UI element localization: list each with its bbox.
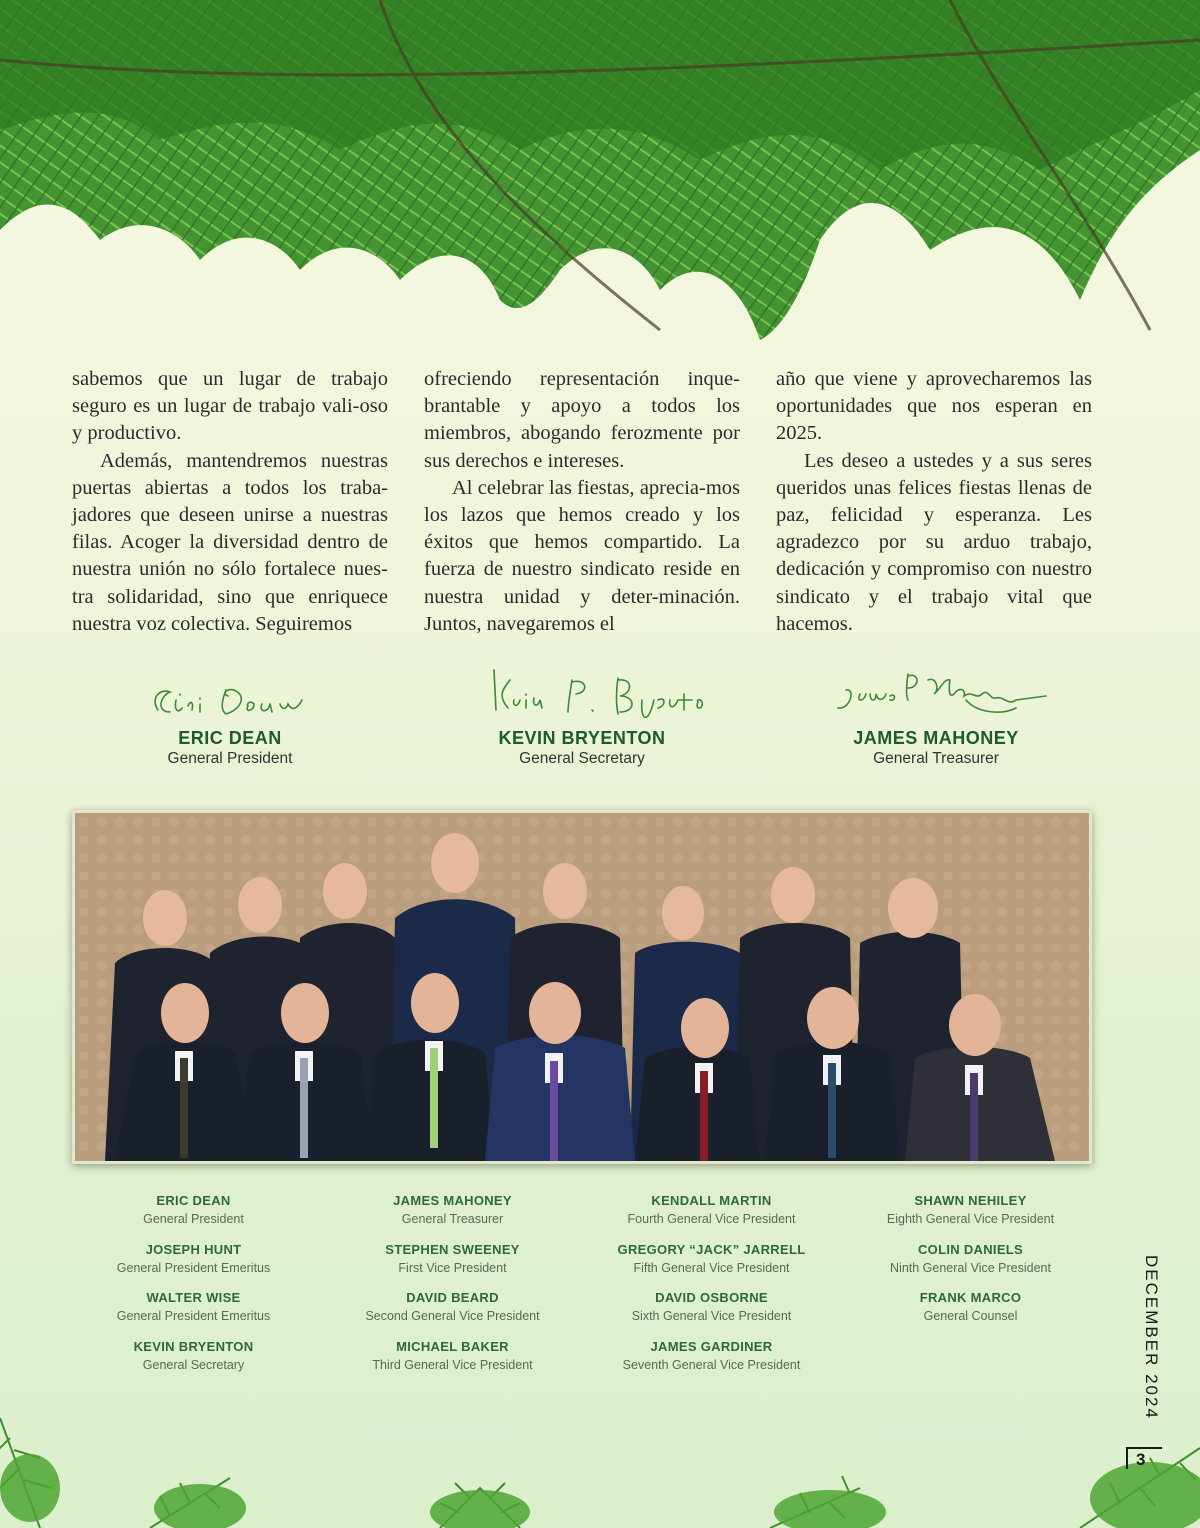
group-photo-illustration (75, 813, 1089, 1161)
roster-title: First Vice President (398, 1260, 507, 1275)
signature-block-treasurer (776, 660, 1096, 768)
signature-james-mahoney (816, 660, 1056, 732)
roster-title: Second General Vice President (365, 1309, 540, 1323)
roster-entry (841, 1289, 1100, 1338)
group-photo (72, 810, 1092, 1164)
signature-eric-dean (130, 660, 330, 732)
roster-title: Fifth General Vice President (633, 1260, 790, 1275)
roster-title: General Treasurer (401, 1212, 504, 1226)
roster-entry (841, 1192, 1100, 1241)
roster-name: KENDALL MARTIN (651, 1193, 772, 1208)
officer-roster (64, 1192, 1100, 1386)
roster-column (841, 1192, 1100, 1386)
roster-title: Sixth General Vice President (631, 1309, 792, 1323)
roster-name: GREGORY “JACK” JARRELL (617, 1241, 806, 1257)
roster-title: Fourth General Vice President (627, 1212, 796, 1226)
roster-title: Third General Vice President (372, 1357, 533, 1372)
letter-column-3 (776, 366, 1092, 638)
roster-entry (64, 1289, 323, 1338)
roster-name: KEVIN BRYENTON (133, 1338, 254, 1354)
roster-column (64, 1192, 323, 1386)
roster-name: DAVID OSBORNE (655, 1290, 768, 1305)
signatory-title: General Secretary (519, 750, 645, 767)
paragraph: Al celebrar las fiestas, aprecia-mos los lazos que hemos creado y los éxitos que hemos compartido. La fuerza de nuestro sindicato reside en nuestra unidad y deter-minación. Juntos, navegaremos el (424, 476, 740, 635)
page-number-rule (1126, 1447, 1128, 1469)
signatory-title: General Treasurer (873, 750, 999, 767)
roster-entry (582, 1192, 841, 1241)
roster-name: COLIN DANIELS (917, 1241, 1023, 1257)
signatory-name: KEVIN BRYENTON (498, 728, 666, 748)
roster-title: Ninth General Vice President (890, 1260, 1051, 1275)
page-number-rule (1128, 1447, 1162, 1449)
roster-entry (582, 1289, 841, 1338)
paragraph: Además, mantendremos nuestras puertas abiertas a todos los traba-jadores que deseen unirse a nuestras filas. Acoger la diversidad dentro de nuestra unión no sólo fortalece nues-tra solidaridad, sino que enriquece nuestra voz colectiva. Seguiremos (72, 449, 388, 635)
letter-column-2 (424, 366, 740, 638)
roster-column (582, 1192, 841, 1386)
roster-name: JAMES GARDINER (650, 1338, 773, 1354)
roster-title: Seventh General Vice President (622, 1357, 801, 1372)
roster-name: ERIC DEAN (156, 1193, 231, 1208)
signatory-title: General President (167, 750, 293, 767)
roster-entry (64, 1241, 323, 1290)
roster-entry (64, 1338, 323, 1387)
roster-entry (841, 1241, 1100, 1290)
paragraph: ofreciendo representación inque-brantable y apoyo a todos los miembros, abogando ferozmente por sus derechos e intereses. (424, 368, 740, 472)
roster-title: Eighth General Vice President (886, 1212, 1055, 1226)
roster-entry (582, 1241, 841, 1290)
letter-body (72, 366, 1092, 638)
signatory-name: JAMES MAHONEY (853, 728, 1019, 748)
roster-title: General President (143, 1212, 244, 1226)
signatory-name: ERIC DEAN (178, 728, 282, 748)
roster-entry (64, 1192, 323, 1241)
roster-entry (582, 1338, 841, 1387)
page-number: 3 (1136, 1450, 1146, 1469)
paragraph: año que viene y aprovecharemos las oportunidades que nos esperan en 2025. (776, 368, 1092, 445)
roster-entry (323, 1192, 582, 1241)
pine-branches-bottom (0, 1388, 1200, 1528)
roster-name: JAMES MAHONEY (393, 1193, 512, 1208)
roster-entry (323, 1241, 582, 1290)
signature-block-president (70, 660, 390, 768)
roster-name: FRANK MARCO (919, 1290, 1022, 1305)
roster-name: WALTER WISE (146, 1290, 241, 1305)
letter-column-1 (72, 366, 388, 638)
roster-title: General President Emeritus (116, 1309, 271, 1323)
roster-title: General Counsel (923, 1309, 1018, 1323)
paragraph: Les deseo a ustedes y a sus seres queridos unas felices fiestas llenas de paz, felicidad y esperanza. Les agradezco por su arduo trabajo, dedicación y compromiso con nuestro sindicato y el trabajo vital que hacemos. (776, 449, 1092, 635)
issue-date: DECEMBER 2024 (1142, 1255, 1161, 1420)
signature-kevin-bryenton (452, 660, 712, 732)
roster-entry (323, 1289, 582, 1338)
roster-name: STEPHEN SWEENEY (385, 1241, 520, 1257)
pine-branches-top (0, 0, 1200, 360)
signature-block-secretary (422, 660, 742, 768)
paragraph: sabemos que un lugar de trabajo seguro es un lugar de trabajo vali-oso y productivo. (72, 368, 388, 445)
roster-title: General Secretary (142, 1357, 245, 1372)
roster-name: MICHAEL BAKER (396, 1338, 509, 1354)
roster-column (323, 1192, 582, 1386)
roster-entry (323, 1338, 582, 1387)
roster-name: DAVID BEARD (406, 1290, 499, 1305)
roster-title: General President Emeritus (116, 1260, 271, 1275)
roster-name: JOSEPH HUNT (145, 1241, 242, 1257)
roster-name: SHAWN NEHILEY (914, 1193, 1027, 1208)
